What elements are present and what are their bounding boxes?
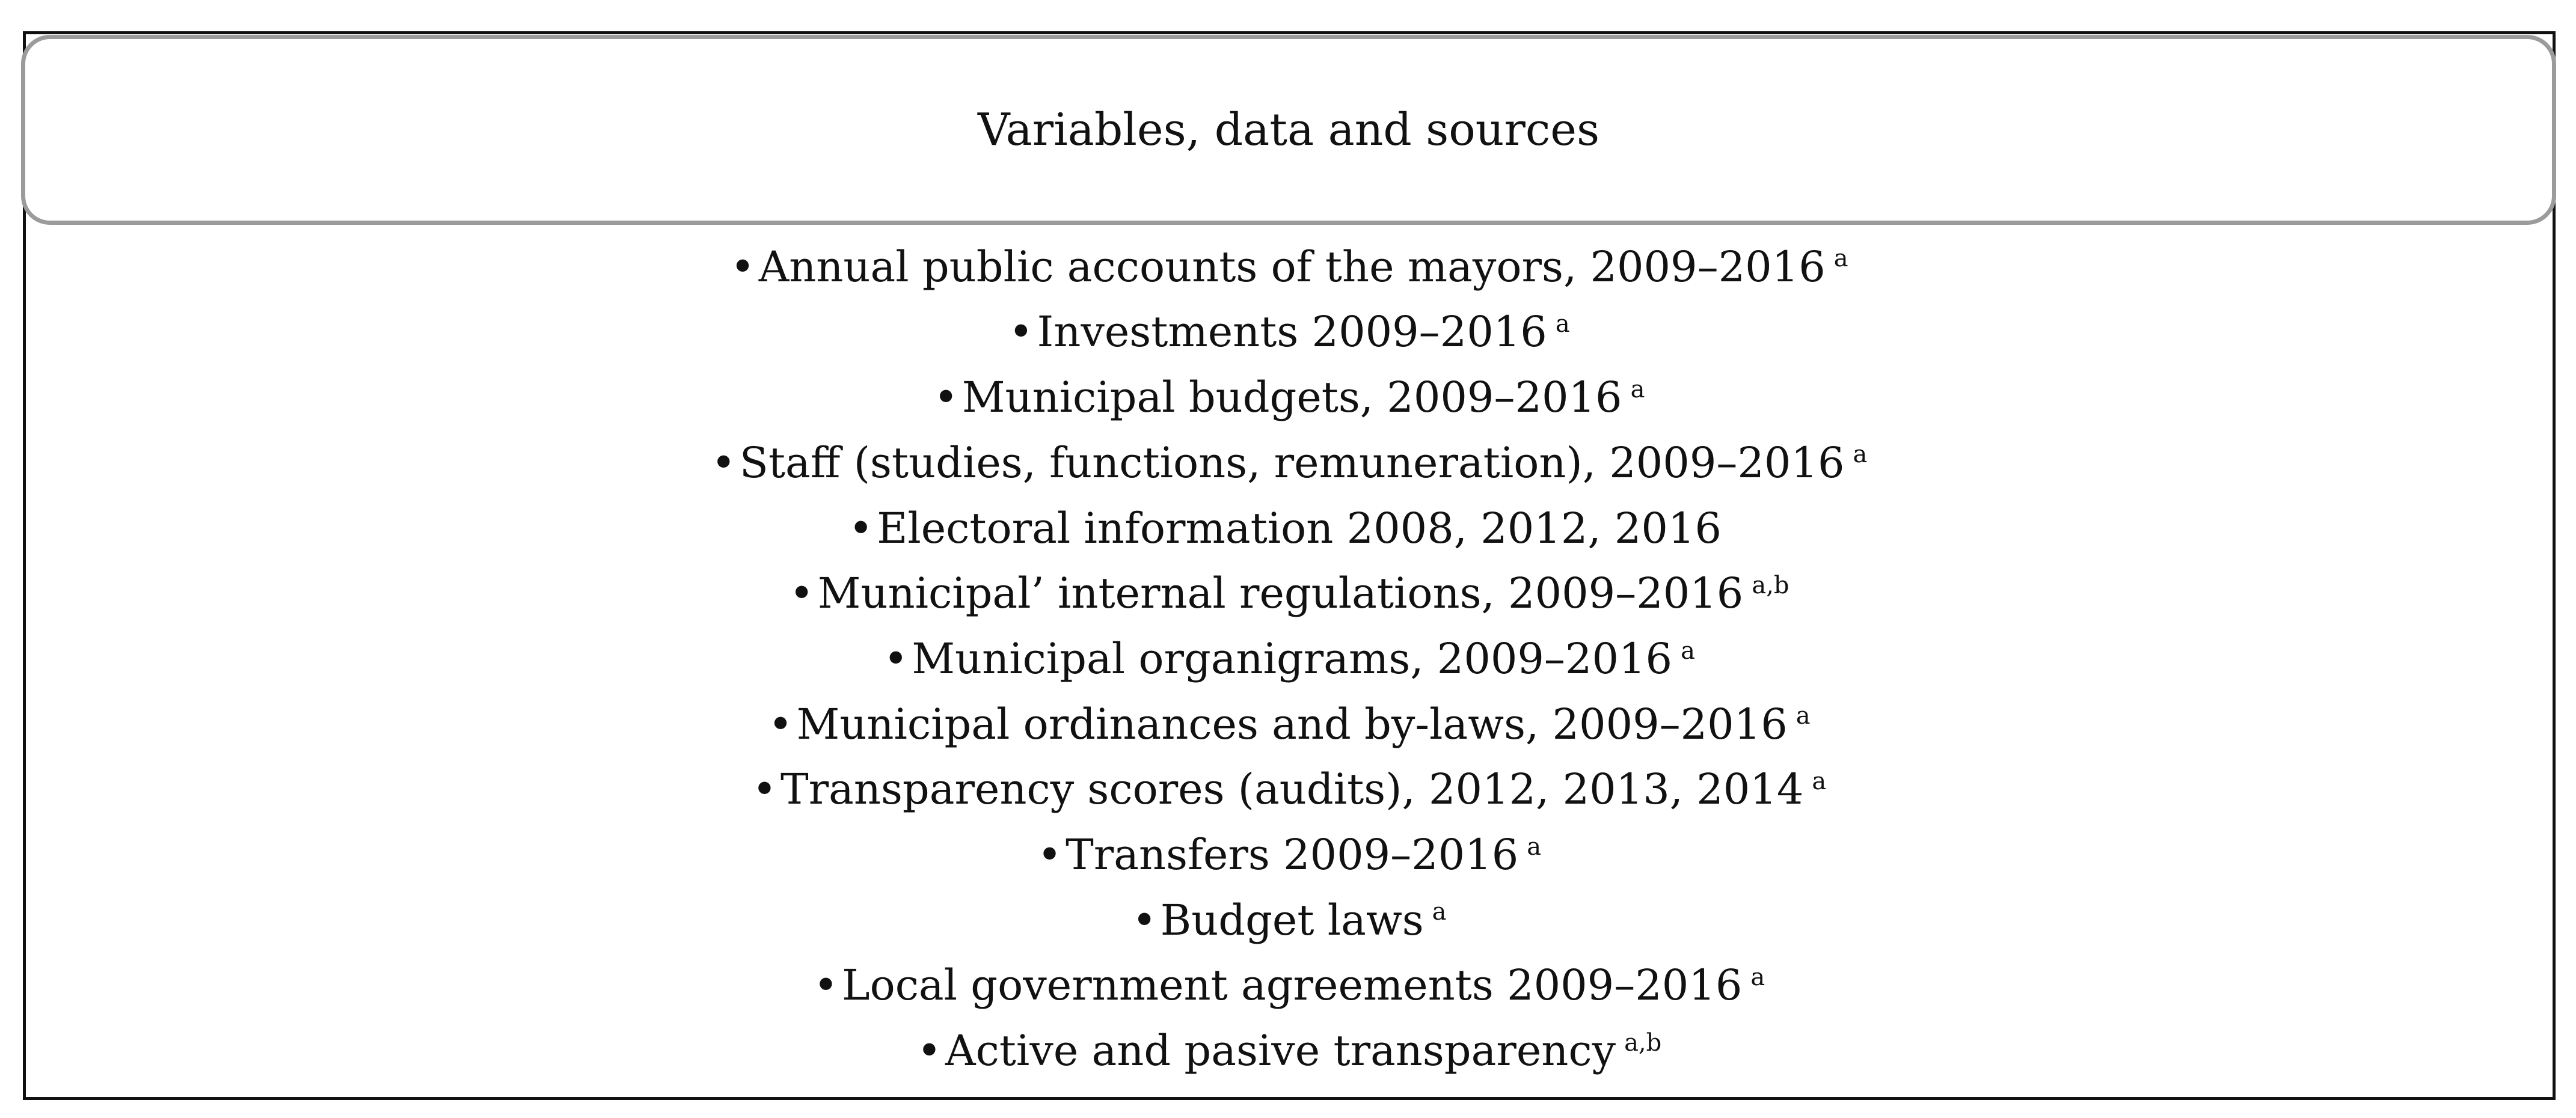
item-note: a,b bbox=[1752, 571, 1789, 599]
bullet-icon: • bbox=[933, 373, 958, 423]
item-text: Local government agreements 2009–2016 bbox=[842, 961, 1743, 1010]
item-text: Transparency scores (audits), 2012, 2013, 2014 bbox=[780, 765, 1804, 814]
bullet-icon: • bbox=[813, 961, 839, 1010]
list-item bbox=[730, 244, 1848, 290]
list-item bbox=[711, 440, 1868, 486]
list-item bbox=[752, 766, 1827, 813]
item-note: a bbox=[1432, 898, 1447, 926]
header-box bbox=[21, 35, 2556, 225]
item-text: Municipal organigrams, 2009–2016 bbox=[912, 634, 1673, 683]
list-item bbox=[1008, 309, 1569, 355]
item-note: a bbox=[1833, 245, 1848, 273]
list-item bbox=[934, 374, 1645, 421]
item-note: a bbox=[1527, 832, 1542, 861]
item-text: Investments 2009–2016 bbox=[1037, 307, 1547, 357]
item-text: Transfers 2009–2016 bbox=[1066, 830, 1519, 880]
list-item bbox=[917, 1028, 1662, 1074]
item-text: Staff (studies, functions, remuneration), 2009–2016 bbox=[739, 438, 1845, 487]
bullet-icon: • bbox=[883, 634, 909, 683]
list-item bbox=[883, 636, 1695, 682]
bullet-icon: • bbox=[711, 438, 736, 487]
item-text: Municipal budgets, 2009–2016 bbox=[961, 373, 1622, 423]
list-item bbox=[814, 962, 1765, 1009]
list-item bbox=[1037, 832, 1541, 878]
bullet-icon: • bbox=[1008, 307, 1034, 357]
bullet-icon: • bbox=[916, 1026, 942, 1076]
bullet-icon: • bbox=[752, 765, 777, 814]
header-title: Variables, data and sources bbox=[977, 104, 1600, 156]
bullet-icon: • bbox=[789, 569, 814, 619]
bullet-icon: • bbox=[848, 503, 874, 553]
item-note: a bbox=[1681, 637, 1695, 665]
bullet-icon: • bbox=[1037, 830, 1063, 880]
item-note: a bbox=[1812, 768, 1827, 795]
bullet-icon: • bbox=[730, 242, 755, 292]
item-text: Annual public accounts of the mayors, 2009–2016 bbox=[758, 242, 1826, 292]
items-list bbox=[24, 225, 2554, 1093]
item-note: a bbox=[1555, 310, 1570, 338]
item-note: a bbox=[1853, 441, 1868, 469]
item-note: a,b bbox=[1624, 1028, 1662, 1057]
bullet-icon: • bbox=[1132, 895, 1157, 945]
item-text: Electoral information 2008, 2012, 2016 bbox=[877, 503, 1722, 553]
bullet-icon: • bbox=[768, 699, 793, 749]
list-item bbox=[768, 701, 1810, 748]
list-item bbox=[848, 503, 1730, 553]
item-text: Budget laws bbox=[1160, 895, 1424, 945]
item-text: Municipal’ internal regulations, 2009–2016 bbox=[817, 569, 1744, 619]
item-note: a bbox=[1630, 375, 1645, 403]
list-item bbox=[789, 570, 1789, 617]
item-note: a bbox=[1796, 702, 1811, 730]
item-text: Municipal ordinances and by-laws, 2009–2016 bbox=[796, 699, 1788, 749]
item-note: a bbox=[1750, 964, 1765, 992]
list-item bbox=[1132, 897, 1446, 944]
item-text: Active and pasive transparency bbox=[945, 1026, 1616, 1076]
